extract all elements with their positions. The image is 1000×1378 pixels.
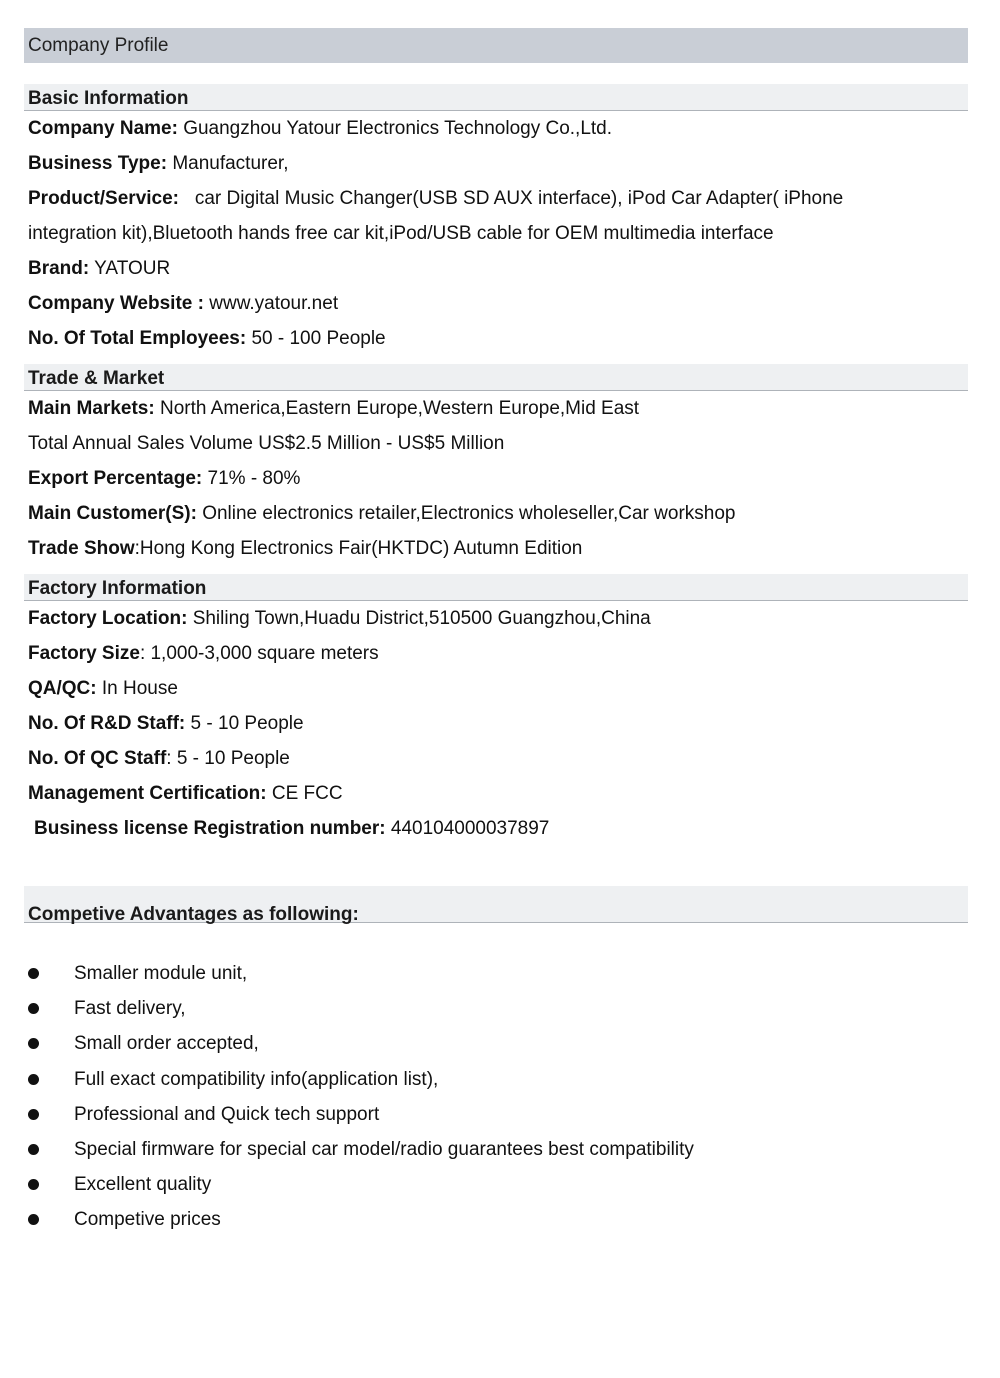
trade-show-label: Trade Show [28, 538, 135, 559]
bullet-icon [28, 1109, 39, 1120]
section-heading-factory-information: Factory Information [24, 574, 968, 601]
company-website-label: Company Website : [28, 293, 204, 314]
advantage-text: Smaller module unit, [74, 963, 248, 984]
business-license-row [24, 811, 968, 846]
export-percentage-value: 71% - 80% [207, 468, 301, 489]
company-name-value: Guangzhou Yatour Electronics Technology Co.,Ltd. [183, 118, 613, 139]
company-name-row [24, 111, 968, 146]
bullet-icon [28, 968, 39, 979]
main-markets-row [24, 391, 968, 426]
advantage-item [24, 991, 968, 1026]
business-type-value: Manufacturer, [172, 153, 289, 174]
factory-location-value: Shiling Town,Huadu District,510500 Guangzhou,China [192, 608, 651, 629]
product-service-value-line1: car Digital Music Changer(USB SD AUX interface), iPod Car Adapter( iPhone [194, 188, 844, 209]
rd-staff-row [24, 706, 968, 741]
advantage-item [24, 1167, 968, 1202]
bullet-icon [28, 1214, 39, 1225]
factory-size-value: : 1,000-3,000 square meters [139, 643, 379, 664]
rd-staff-label: No. Of R&D Staff: [28, 713, 186, 734]
factory-location-row [24, 601, 968, 636]
business-type-label: Business Type: [28, 153, 168, 174]
advantage-text: Small order accepted, [74, 1033, 259, 1055]
page-title: Company Profile [24, 28, 968, 63]
main-markets-value: North America,Eastern Europe,Western Europe,Mid East [159, 398, 640, 419]
bullet-icon [28, 1003, 39, 1014]
advantage-text: Professional and Quick tech support [74, 1103, 380, 1125]
advantage-text: Excellent quality [74, 1174, 212, 1196]
annual-sales-value: Total Annual Sales Volume US$2.5 Million - US$5 Million [28, 433, 505, 454]
advantage-text: Full exact compatibility info(application list), [74, 1068, 439, 1090]
annual-sales-row [24, 426, 968, 461]
company-website-link[interactable]: www.yatour.net [209, 293, 339, 314]
management-certification-value: CE FCC [271, 783, 343, 804]
total-employees-row [24, 321, 968, 356]
advantage-item [24, 1026, 968, 1061]
export-percentage-row [24, 461, 968, 496]
total-employees-value: 50 - 100 People [251, 328, 386, 349]
business-license-label: Business license Registration number: [34, 818, 386, 839]
advantage-item [24, 1062, 968, 1097]
export-percentage-label: Export Percentage: [28, 468, 203, 489]
section-heading-trade-market: Trade & Market [24, 364, 968, 391]
advantage-text: Special firmware for special car model/radio guarantees best compatibility [74, 1138, 694, 1160]
bullet-icon [28, 1179, 39, 1190]
advantages-list [24, 956, 968, 1238]
business-type-row [24, 146, 968, 181]
trade-show-row [24, 531, 968, 566]
factory-size-label: Factory Size [28, 643, 140, 664]
main-customers-label: Main Customer(S): [28, 503, 197, 524]
section-heading-advantages: Competive Advantages as following: [24, 886, 968, 923]
main-markets-label: Main Markets: [28, 398, 155, 419]
rd-staff-value: 5 - 10 People [190, 713, 304, 734]
total-employees-label: No. Of Total Employees: [28, 328, 247, 349]
business-license-value: 440104000037897 [390, 818, 550, 839]
brand-row [24, 251, 968, 286]
product-service-continuation-row [24, 216, 968, 251]
section-heading-basic-information: Basic Information [24, 84, 968, 111]
advantage-item [24, 1202, 968, 1237]
advantage-item [24, 1097, 968, 1132]
product-service-row [24, 181, 968, 216]
qaqc-value: In House [101, 678, 178, 699]
main-customers-value: Online electronics retailer,Electronics wholeseller,Car workshop [202, 503, 736, 524]
advantage-item [24, 1132, 968, 1167]
advantage-text: Competive prices [74, 1209, 221, 1231]
product-service-value-line2: integration kit),Bluetooth hands free car kit,iPod/USB cable for OEM multimedia interface [28, 223, 774, 244]
trade-show-value: :Hong Kong Electronics Fair(HKTDC) Autumn Edition [134, 538, 583, 559]
bullet-icon [28, 1038, 39, 1049]
company-website-row [24, 286, 968, 321]
qc-staff-label: No. Of QC Staff [28, 748, 167, 769]
qc-staff-row [24, 741, 968, 776]
factory-location-label: Factory Location: [28, 608, 188, 629]
company-profile-page [24, 28, 968, 1238]
company-name-label: Company Name: [28, 118, 178, 139]
qaqc-label: QA/QC: [28, 678, 97, 699]
bullet-icon [28, 1074, 39, 1085]
brand-value: YATOUR [94, 258, 171, 279]
qaqc-row [24, 671, 968, 706]
main-customers-row [24, 496, 968, 531]
advantage-text: Fast delivery, [74, 998, 186, 1020]
management-certification-label: Management Certification: [28, 783, 267, 804]
product-service-label: Product/Service: [28, 188, 179, 209]
factory-size-row [24, 636, 968, 671]
management-certification-row [24, 776, 968, 811]
brand-label: Brand: [28, 258, 90, 279]
advantage-item [24, 956, 968, 991]
qc-staff-value: : 5 - 10 People [166, 748, 290, 769]
bullet-icon [28, 1144, 39, 1155]
